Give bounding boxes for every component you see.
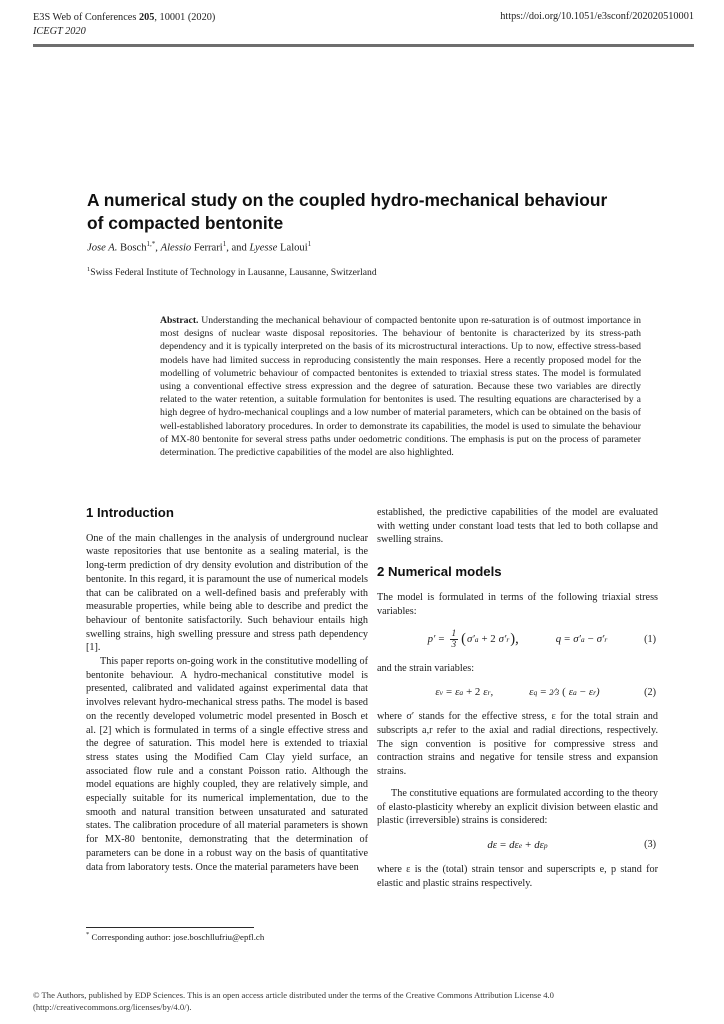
eq2-eps-a2: ε bbox=[568, 686, 573, 699]
corresponding-author-email-link[interactable]: jose.boschllufriu@epfl.ch bbox=[173, 932, 265, 943]
author-given: Alessio bbox=[160, 242, 192, 254]
paper-title bbox=[87, 189, 607, 236]
abstract-label: Abstract. bbox=[160, 315, 199, 326]
footer-copyright bbox=[33, 989, 695, 1013]
footnote-text bbox=[86, 931, 368, 942]
header-divider bbox=[33, 44, 694, 47]
affiliation bbox=[87, 266, 377, 278]
eq3-plastic-strain: dε bbox=[534, 838, 544, 851]
journal-name: E3S Web of Conferences bbox=[33, 12, 139, 23]
eq1-lhs: p′ bbox=[427, 633, 436, 646]
intro-paragraph-2: This paper reports on-going work in the constitutive modelling of bentonite behaviour. A hydro-mechanical constitutive model is presented, calibrated and validated against experimental data that involves relevant hydro-mechanical stress paths. The model is based on the recently developed volumetric model presented in Bosch et al. [2] which is formulated in terms of a single effective stress and the degree of saturation. This model here is extended to triaxial stress states using the Modified Cam Clay yield surface, an associated flow rule and a constant Poisson ratio. Although the model equations are highly coupled, they are relatively simple, and especially suitable for its numerical implementation, due to the smooth and natural transition between unsaturated and saturated states. The calibration procedure of all material parameters is shown for MX-80 bentonite, demonstrating that the determination of parameters can be done in a robust way on the basis of quantitative data from laboratory tests. Once the material parameters have been bbox=[86, 656, 368, 873]
eq1-equals-2: = bbox=[564, 633, 571, 646]
equation-2: ε v = ε a + 2 ε r , ε q = 2 ⁄ 3 ( ε a − ε r ) (2) bbox=[435, 686, 656, 699]
eq1-q: q bbox=[555, 633, 562, 646]
paper-title-line2: of compacted bentonite bbox=[87, 212, 284, 233]
left-column bbox=[86, 506, 368, 874]
eq2-eps-r2: ε bbox=[588, 686, 594, 699]
eq1-minus: − bbox=[587, 633, 594, 646]
eq2-two-thirds-num: 2 bbox=[549, 688, 554, 698]
author-separator: , and bbox=[226, 242, 250, 254]
abstract-text: Understanding the mechanical behaviour of compacted bentonite upon re-saturation is of outmost importance in most designs of nuclear waste disposal repositories. The behaviour of bentonite is characterized by its stress-path dependency and it is typically interpreted on the basis of its microstructural interactions. Up to now, effective stress-based models have had limited success in reproducing consistently the main responses. Here a recently proposed model for the modelling of volumetric behaviour of compacted bentonites is extended to triaxial stress states. The model is formulated using a conventional effective stress expression and the degree of saturation. Because these two variables are directly related to the water retention, a suitable formulation for bentonites is used. The resulting equations are characterised by a high degree of hydro-mechanical couplings and a low number of material parameters, which can be obtained on the basis of well-established laboratory procedures. In order to demonstrate its capabilities, the model is used to simulate the behaviour of MX-80 bentonite for several stress paths under oedometric conditions. The emphasis is put on the process of parameter determination. The predictive capabilities of the model are also highlighted. bbox=[160, 315, 641, 459]
author-separator: , bbox=[155, 242, 161, 254]
abstract bbox=[160, 314, 641, 459]
eq1-equals: = bbox=[438, 633, 445, 646]
strain-tensor-definition-paragraph: where ε is the (total) strain tensor and superscripts e, p stand for elastic and plastic strains respectively. bbox=[377, 863, 658, 889]
eq2-equals: = bbox=[445, 686, 453, 699]
eq3-total-strain: dε bbox=[487, 838, 498, 851]
eq2-minus: − bbox=[579, 686, 586, 699]
eq2-eps-a: ε bbox=[455, 686, 460, 699]
section-heading-numerical-models: 2 Numerical models bbox=[377, 564, 502, 580]
constitutive-equations-paragraph: The constitutive equations are formulated according to the theory of elasto-plasticity whereby an explicit division between elastic and plastic (irreversible) strains is considered: bbox=[377, 787, 658, 827]
author-given: Lyesse bbox=[249, 242, 278, 254]
copyright-line-1: © The Authors, published by EDP Sciences. This is an open access article distributed under the terms of the Creative Commons Attribution License 4.0 bbox=[33, 990, 554, 1000]
footnote-label: Corresponding author: bbox=[89, 932, 174, 943]
eq2-eps-q: ε bbox=[529, 686, 534, 699]
equation-3: dε = dε e + dε p (3) bbox=[487, 838, 656, 851]
author-affiliation-mark: 1 bbox=[222, 240, 227, 248]
eq2-two-thirds-den: 3 bbox=[555, 688, 560, 698]
intro-continuation-paragraph: established, the predictive capabilities of the model are evaluated with wetting under constant load tests that led to both collapse and swelling strains. bbox=[377, 507, 658, 546]
affiliation-text: Swiss Federal Institute of Technology in Lausanne, Lausanne, Switzerland bbox=[90, 267, 377, 279]
header-journal-block bbox=[33, 11, 215, 40]
doi-link[interactable]: https://doi.org/10.1051/e3sconf/202020510001 bbox=[500, 11, 694, 22]
section-heading-introduction: 1 Introduction bbox=[86, 505, 174, 520]
eq2-close-paren: ) bbox=[596, 686, 600, 699]
footnote bbox=[86, 927, 368, 942]
equation-1-number: (1) bbox=[644, 633, 656, 645]
eq2-equals-2: = bbox=[540, 686, 547, 699]
eq1-open-paren: ( bbox=[461, 631, 466, 648]
variables-definition-paragraph: where σ′ stands for the effective stress, ε for the total strain and subscripts a,r refer to the axial and radial directions, respectively. The sign convention is positive for compressive stress and contraction strains and negative for tensile stress and expansion strains. bbox=[377, 711, 658, 778]
affiliation-mark: 1 bbox=[87, 266, 91, 273]
strain-variables-lead-in: and the strain variables: bbox=[377, 662, 475, 674]
journal-issue: , 10001 (2020) bbox=[154, 12, 216, 23]
journal-volume: 205 bbox=[138, 12, 155, 23]
eq2-comma: , bbox=[490, 686, 494, 699]
paper-title-line1: A numerical study on the coupled hydro-mechanical behaviour bbox=[87, 189, 608, 210]
intro-paragraph-1: One of the main challenges in the analysis of underground nuclear waste repositories that use bentonite as a sealing material, is the long-term prediction of dry density evolution and distribution of the bentonite. In this regard, it is paramount the use of numerical models that can be calibrated on a well-defined basis and preferably with measurable properties, while being able to describe and predict the behaviour of bentonite satisfactorily. Such behaviour entails high swelling strains, high swelling pressure and stress path dependency [1]. bbox=[86, 532, 368, 654]
author-family: Laloui bbox=[277, 242, 308, 254]
right-column bbox=[377, 506, 658, 890]
eq2-slash: ⁄ bbox=[553, 686, 556, 699]
eq2-open-paren: ( bbox=[562, 686, 566, 699]
eq1-q-sigma-r: σ′ bbox=[596, 633, 605, 646]
footnote-marker: * bbox=[86, 931, 90, 939]
eq2-plus: + 2 bbox=[466, 686, 481, 699]
conference-name: ICEGT 2020 bbox=[33, 26, 86, 38]
eq1-q-sigma-a: σ′ bbox=[573, 633, 581, 646]
eq2-eps-r: ε bbox=[483, 686, 488, 699]
eq3-equals: = bbox=[500, 838, 507, 851]
author-given: Jose A. bbox=[87, 242, 118, 254]
author-affiliation-mark: 1 bbox=[307, 240, 312, 248]
author-family: Bosch bbox=[117, 242, 147, 254]
eq1-close-paren: ), bbox=[510, 631, 519, 648]
equation-1: p′ = $\frac{1}{3}$ ( σ′ a + 2 σ′ r ), q = σ′ a − σ′ r (1) bbox=[427, 629, 656, 651]
author-family: Ferrari bbox=[191, 242, 223, 254]
eq3-elastic-strain: dε bbox=[509, 838, 519, 851]
eq1-fraction: $\frac{1}{3}$ bbox=[451, 629, 457, 651]
eq2-eps-v: ε bbox=[435, 686, 440, 699]
equation-2-number: (2) bbox=[644, 686, 656, 698]
equation-3-number: (3) bbox=[644, 839, 656, 851]
numerical-models-paragraph-1: The model is formulated in terms of the following triaxial stress variables: bbox=[377, 591, 658, 617]
eq1-sigma-r: σ′ bbox=[498, 633, 507, 646]
author-affiliation-mark: 1,* bbox=[146, 240, 156, 248]
eq1-sigma-a: σ′ bbox=[467, 633, 475, 646]
authors-line bbox=[87, 240, 311, 254]
journal-line bbox=[33, 11, 215, 25]
footnote-divider bbox=[86, 927, 254, 928]
copyright-line-2: (http://creativecommons.org/licenses/by/4.0/). bbox=[33, 1002, 192, 1013]
eq1-plus: + 2 bbox=[481, 633, 496, 646]
eq3-plus: + bbox=[525, 838, 532, 851]
